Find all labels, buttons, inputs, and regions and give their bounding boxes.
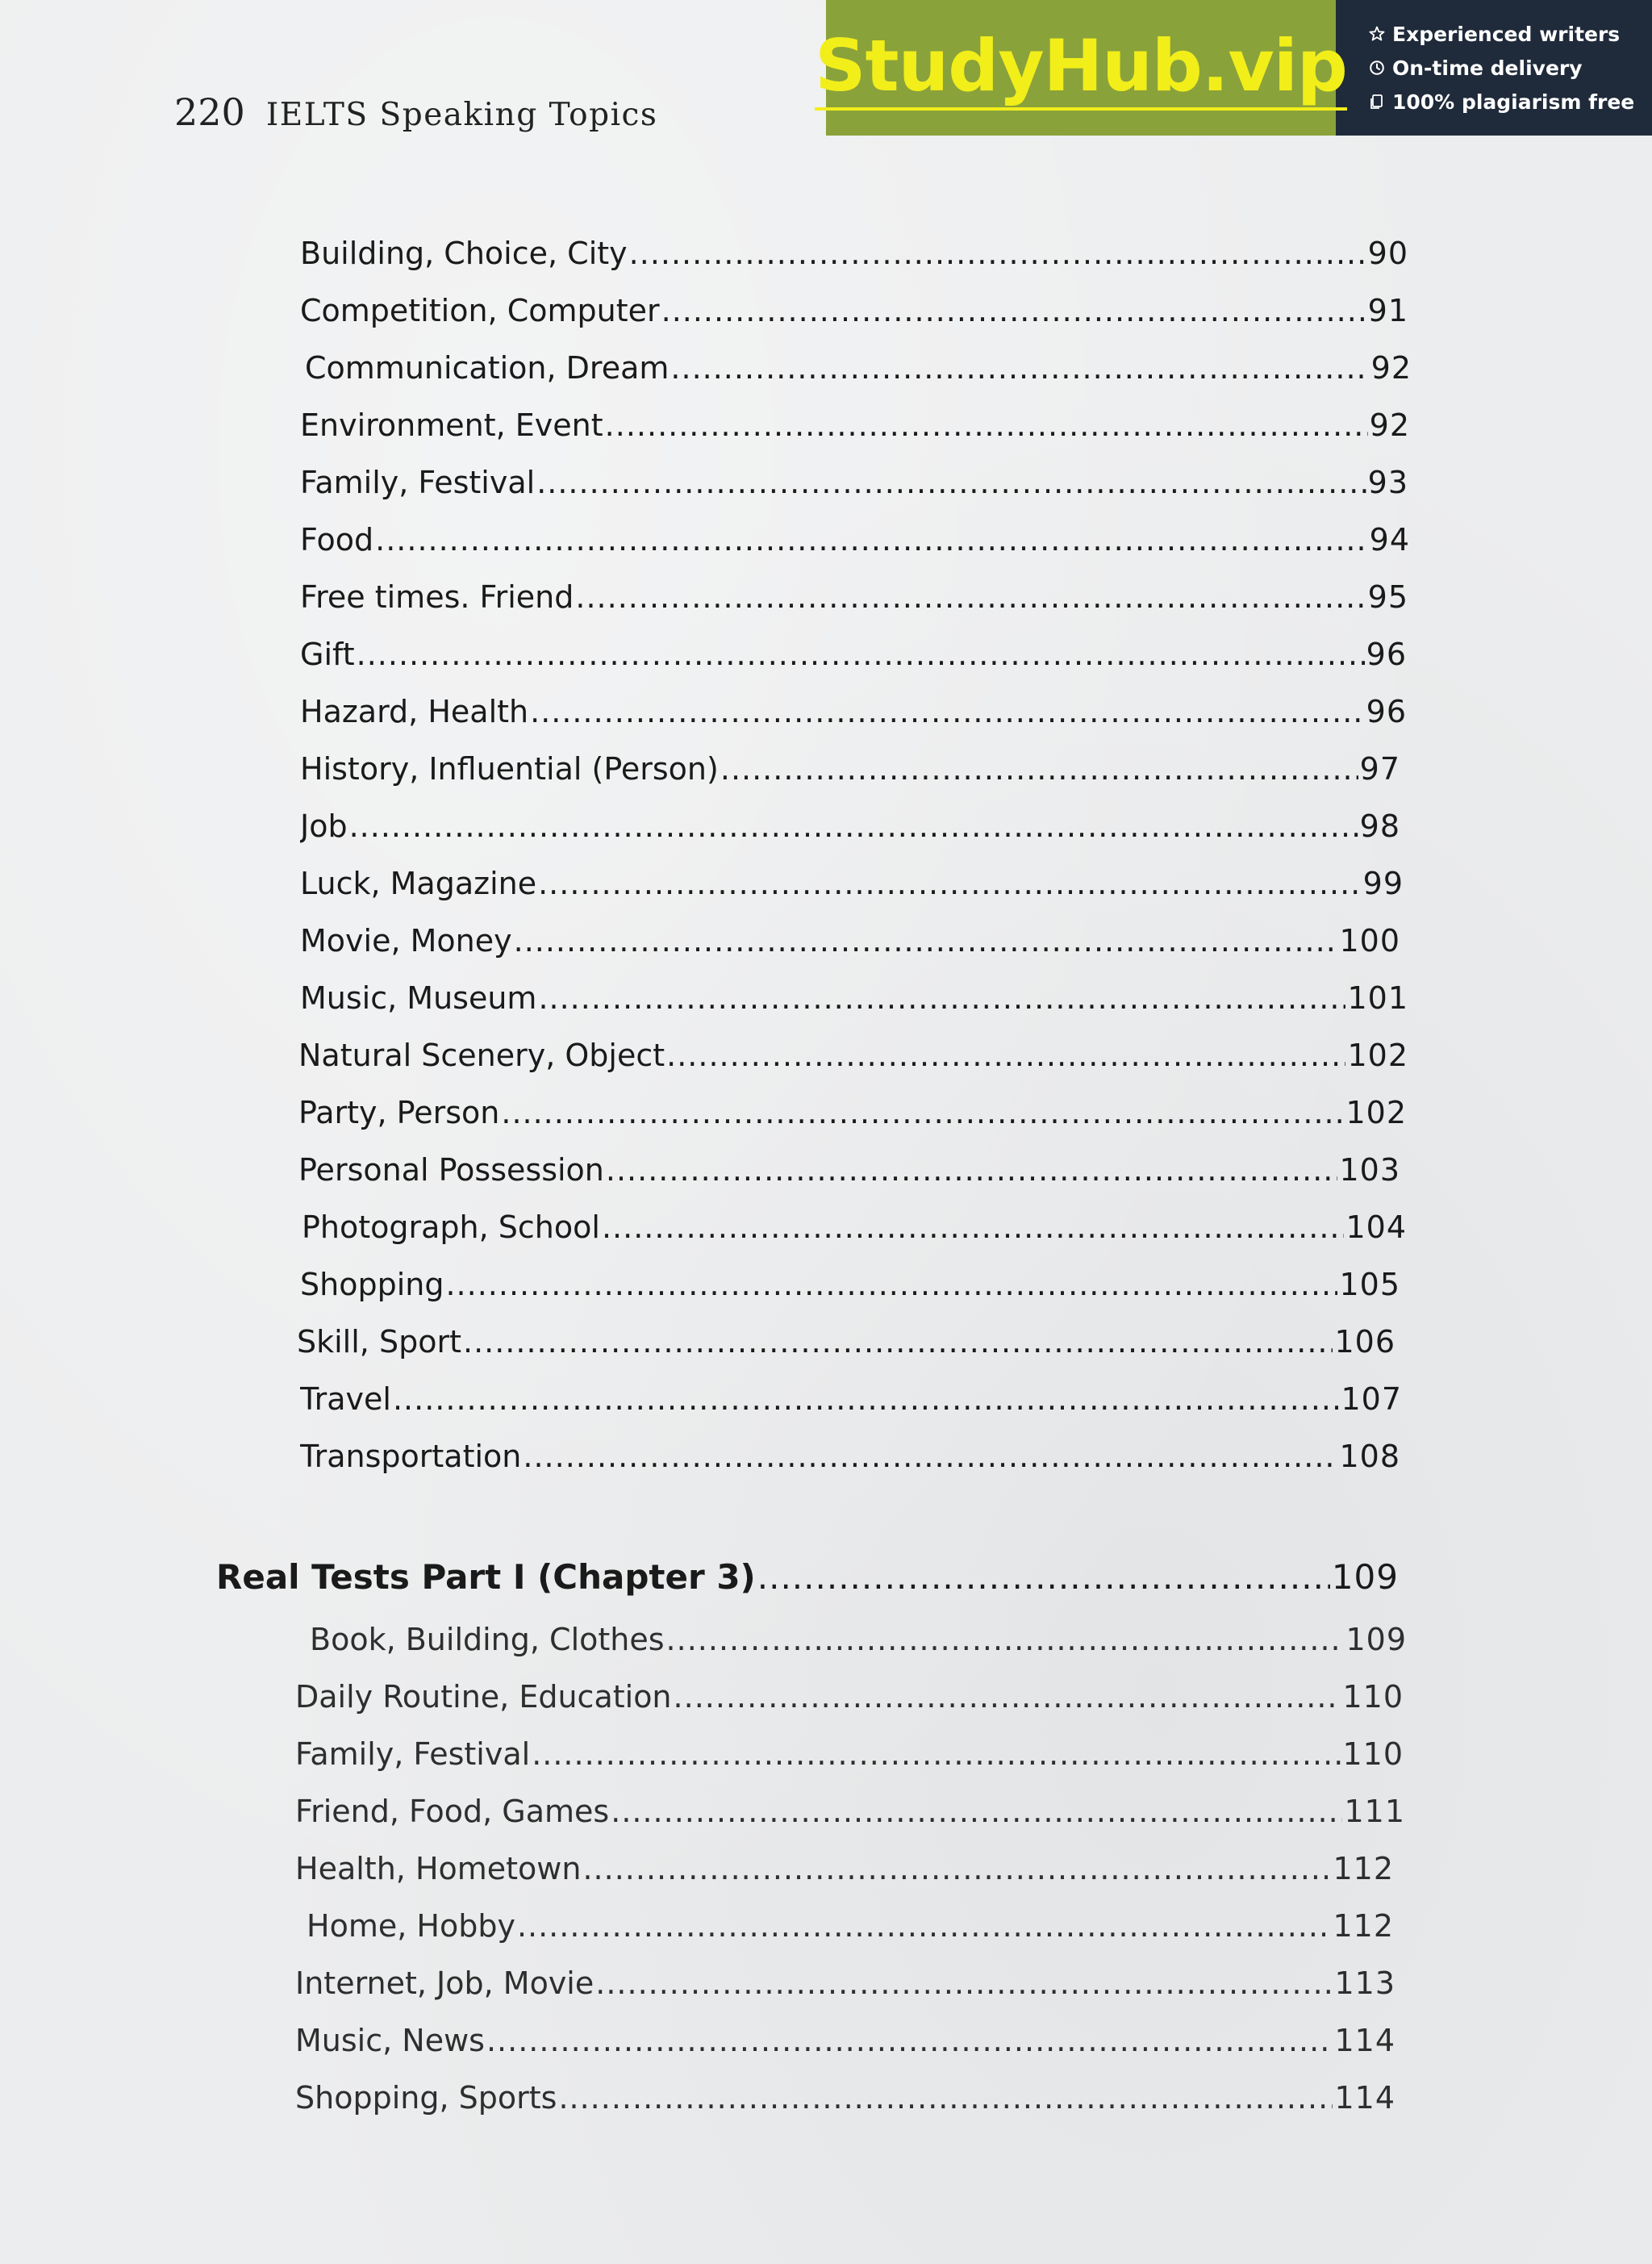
toc-page-number: 95 <box>1367 579 1408 615</box>
toc-page-number: 104 <box>1345 1209 1407 1245</box>
dot-leader <box>501 1095 1344 1130</box>
dot-leader <box>523 1439 1337 1474</box>
dot-leader <box>486 2023 1333 2058</box>
dot-leader <box>558 2080 1333 2116</box>
toc-subentry: Daily Routine, Education ..... 110 <box>295 1679 1404 1724</box>
toc-subentry: Music, News ..... 114 <box>295 2023 1395 2068</box>
toc-entry: Luck, Magazine ..... 99 <box>300 866 1404 911</box>
dot-leader <box>606 1152 1338 1188</box>
toc-entry: Personal Possession ..... 103 <box>298 1152 1400 1197</box>
toc-entry: Shopping ..... 105 <box>300 1267 1400 1312</box>
toc-page-number: 100 <box>1339 923 1400 959</box>
toc-entry: Transportation ..... 108 <box>300 1439 1400 1484</box>
dot-leader <box>629 236 1366 271</box>
toc-entry: Building, Choice, City ..... 90 <box>300 236 1408 281</box>
toc-page-number: 112 <box>1333 1851 1394 1886</box>
dot-leader <box>575 579 1366 615</box>
toc-page-number: 101 <box>1347 980 1408 1016</box>
dot-leader <box>582 1851 1331 1886</box>
toc-page-number: 99 <box>1362 866 1404 901</box>
dot-leader <box>602 1209 1345 1245</box>
dot-leader <box>357 637 1365 672</box>
toc-page-number: 109 <box>1331 1557 1399 1597</box>
toc-entry: Hazard, Health ..... 96 <box>300 694 1407 739</box>
toc-page-number: 96 <box>1366 694 1407 729</box>
toc-subentry: Home, Hobby ..... 112 <box>307 1908 1394 1953</box>
toc-entry: History, Influential (Person) ..... 97 <box>300 751 1400 796</box>
dot-leader <box>661 293 1366 328</box>
brand-panel[interactable] <box>815 0 1347 136</box>
dot-leader <box>393 1381 1340 1417</box>
dot-leader <box>666 1622 1345 1657</box>
dot-leader <box>670 350 1369 386</box>
toc-entry: Photograph, School ..... 104 <box>302 1209 1407 1255</box>
toc-page-number: 111 <box>1344 1794 1405 1829</box>
book-title: IELTS Speaking Topics <box>265 97 658 133</box>
star-icon <box>1366 26 1387 42</box>
dot-leader <box>720 751 1358 787</box>
toc-page-number: 109 <box>1345 1622 1407 1657</box>
toc-page-number: 90 <box>1367 236 1408 271</box>
toc-entry: Movie, Money ..... 100 <box>300 923 1400 968</box>
toc-subentry: Internet, Job, Movie ..... 113 <box>295 1965 1395 2011</box>
benefit-label: On-time delivery <box>1392 56 1583 80</box>
toc-entry: Competition, Computer ..... 91 <box>300 293 1408 338</box>
dot-leader <box>445 1267 1337 1302</box>
toc-page-number: 114 <box>1334 2023 1395 2058</box>
dot-leader <box>349 808 1358 844</box>
toc-subentry: Book, Building, Clothes ..... 109 <box>310 1622 1407 1667</box>
toc-page-number: 91 <box>1367 293 1408 328</box>
toc-entry: Music, Museum ..... 101 <box>300 980 1408 1025</box>
toc-subentry: Shopping, Sports ..... 114 <box>295 2080 1395 2125</box>
toc-page-number: 110 <box>1342 1679 1404 1715</box>
toc-entry: Environment, Event ..... 92 <box>300 407 1410 453</box>
dot-leader <box>517 1908 1332 1944</box>
benefit-experienced-writers <box>1366 17 1652 51</box>
dot-leader <box>666 1038 1345 1073</box>
toc-page-number: 110 <box>1342 1736 1404 1772</box>
toc-page-number: 105 <box>1339 1267 1400 1302</box>
dot-leader <box>538 980 1345 1016</box>
toc-page-number: 92 <box>1370 350 1412 386</box>
toc-page-number: 98 <box>1359 808 1400 844</box>
benefits-panel <box>1336 0 1652 136</box>
toc-entry: Communication, Dream ..... 92 <box>305 350 1412 395</box>
toc-entry: Gift ..... 96 <box>300 637 1407 682</box>
section-heading: Real Tests Part I (Chapter 3) ..... 109 <box>216 1557 1399 1607</box>
dot-leader <box>605 407 1368 443</box>
clock-icon <box>1366 60 1387 76</box>
studyhub-banner[interactable] <box>815 0 1652 136</box>
toc-page-number: 97 <box>1359 751 1400 787</box>
dot-leader <box>514 923 1338 959</box>
toc-page-number: 102 <box>1345 1095 1407 1130</box>
toc-subentry: Friend, Food, Games ..... 111 <box>295 1794 1405 1839</box>
toc-entry: Skill, Sport ..... 106 <box>297 1324 1395 1369</box>
toc-page-number: 94 <box>1369 522 1410 558</box>
dot-leader <box>530 694 1365 729</box>
toc-entry: Party, Person ..... 102 <box>298 1095 1407 1140</box>
benefit-label: Experienced writers <box>1392 22 1621 46</box>
toc-subentry: Family, Festival ..... 110 <box>295 1736 1404 1782</box>
dot-leader <box>611 1794 1342 1829</box>
toc-page-number: 93 <box>1367 465 1408 500</box>
benefit-label: 100% plagiarism free <box>1392 90 1635 114</box>
toc-entry: Natural Scenery, Object ..... 102 <box>298 1038 1408 1083</box>
dot-leader <box>595 1965 1333 2001</box>
dot-leader <box>375 522 1368 558</box>
toc-page-number: 106 <box>1334 1324 1395 1360</box>
dot-leader <box>538 866 1362 901</box>
dot-leader <box>674 1679 1341 1715</box>
toc-page-number: 96 <box>1366 637 1407 672</box>
toc-entry: Job ..... 98 <box>300 808 1400 854</box>
toc-page-number: 107 <box>1341 1381 1402 1417</box>
brand-logo-text[interactable]: StudyHub.vip <box>815 24 1347 112</box>
toc-page-number: 114 <box>1334 2080 1395 2116</box>
benefit-on-time-delivery <box>1366 51 1652 85</box>
page-header <box>174 90 657 134</box>
toc-page-number: 92 <box>1369 407 1410 443</box>
toc-page-number: 113 <box>1334 1965 1395 2001</box>
toc-entry: Free times. Friend ..... 95 <box>300 579 1408 624</box>
toc-entry: Food ..... 94 <box>300 522 1410 567</box>
toc-entry: Travel ..... 107 <box>300 1381 1402 1426</box>
page-number: 220 <box>174 90 245 134</box>
toc-entry: Family, Festival ..... 93 <box>300 465 1408 510</box>
dot-leader <box>757 1557 1330 1597</box>
toc-subentry: Health, Hometown ..... 112 <box>295 1851 1394 1896</box>
dot-leader <box>532 1736 1341 1772</box>
toc-page-number: 102 <box>1347 1038 1408 1073</box>
toc-page-number: 103 <box>1339 1152 1400 1188</box>
benefit-plagiarism-free <box>1366 85 1652 119</box>
dot-leader <box>536 465 1366 500</box>
document-icon <box>1366 94 1387 110</box>
toc-page-number: 112 <box>1333 1908 1394 1944</box>
dot-leader <box>463 1324 1333 1360</box>
toc-page-number: 108 <box>1339 1439 1400 1474</box>
